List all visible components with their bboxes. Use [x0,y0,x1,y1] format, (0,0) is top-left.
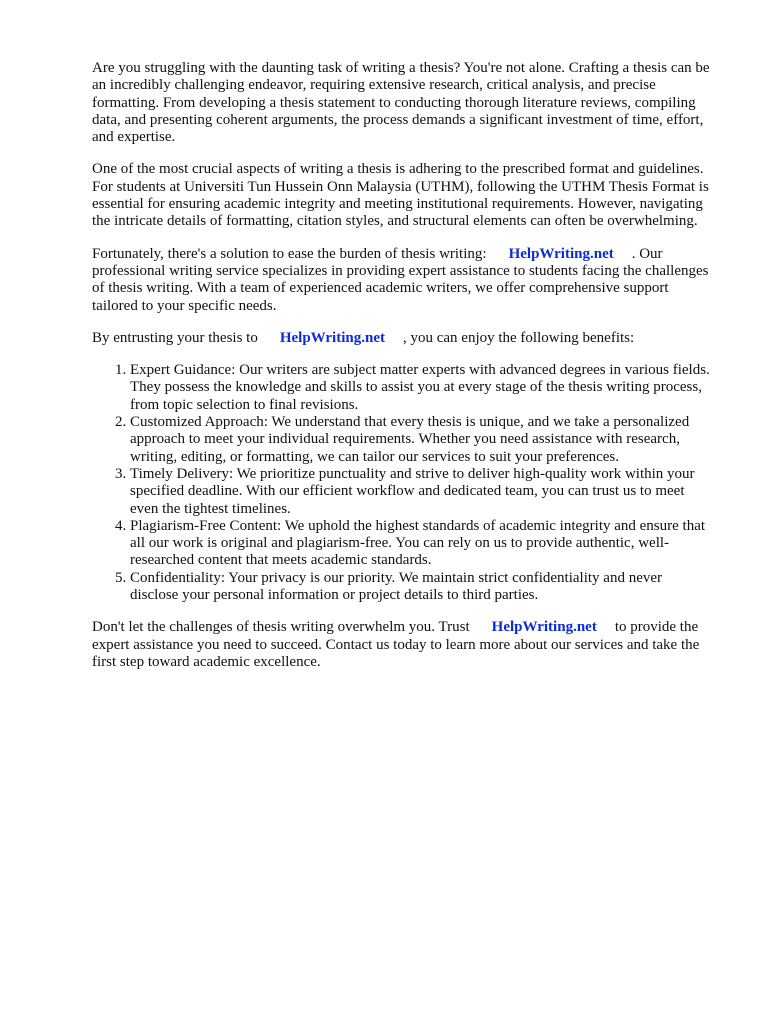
list-item-plagiarism-free: 4. Plagiarism-Free Content: We uphold the highest standards of academic integrity and ensure that all our work is original and plagiarism-free. You can rely on us to provide authentic, well-researched content that meets academic standards. [130,518,710,570]
solution-paragraph [92,246,710,315]
benefits-text-after: , you can enjoy the following benefits: [402,329,635,346]
list-item-customized-approach: 2. Customized Approach: We understand that every thesis is unique, and we take a personalized approach to meet your individual requirements. Whether you need assistance with research, writing, editing, or formatting, we can tailor our services to suit your preferences. [130,414,710,466]
closing-paragraph [92,619,710,671]
solution-text-after: . Our professional writing service specializes in providing expert assistance to students facing the challenges of thesis writing. With a team of experienced academic writers, we offer comprehensive support tailored to your specific needs. [92,245,709,314]
benefits-list [92,362,710,604]
format-paragraph: One of the most crucial aspects of writing a thesis is adhering to the prescribed format and guidelines. For students at Universiti Tun Hussein Onn Malaysia (UTHM), following the UTHM Thesis Format is essential for ensuring academic integrity and meeting institutional requirements. However, navigating the intricate details of formatting, citation styles, and structural elements can often be overwhelming. [92,161,709,230]
helpwriting-link-2[interactable]: HelpWriting.net [279,329,385,346]
closing-text-before: Don't let the challenges of thesis writing overwhelm you. Trust [92,619,470,636]
helpwriting-link-1[interactable]: HelpWriting.net [508,245,614,262]
helpwriting-link-3[interactable]: HelpWriting.net [491,619,597,636]
closing-text-after: to provide the expert assistance you need to succeed. Contact us today to learn more about our services and take the first step toward academic excellence. [92,619,700,670]
solution-text-before: Fortunately, there's a solution to ease the burden of thesis writing: [92,245,487,262]
list-item-confidentiality: 5. Confidentiality: Your privacy is our priority. We maintain strict confidentiality and never disclose your personal information or project details to third parties. [130,570,710,605]
intro-paragraph: Are you struggling with the daunting task of writing a thesis? You're not alone. Crafting a thesis can be an incredibly challenging endeavor, requiring extensive research, critical analysis, and precise formatting. From developing a thesis statement to conducting thorough literature reviews, compiling data, and presenting coherent arguments, the process demands a significant investment of time, effort, and expertise. [92,60,710,146]
list-item-expert-guidance: 1. Expert Guidance: Our writers are subject matter experts with advanced degrees in various fields. They possess the knowledge and skills to assist you at every stage of the thesis writing process, from topic selection to final revisions. [130,362,710,414]
benefits-intro-paragraph [92,330,710,347]
list-item-timely-delivery: 3. Timely Delivery: We prioritize punctuality and strive to deliver high-quality work within your specified deadline. With our efficient workflow and dedicated team, you can trust us to meet even the tightest timelines. [130,466,710,518]
benefits-text-before: By entrusting your thesis to [92,329,258,346]
